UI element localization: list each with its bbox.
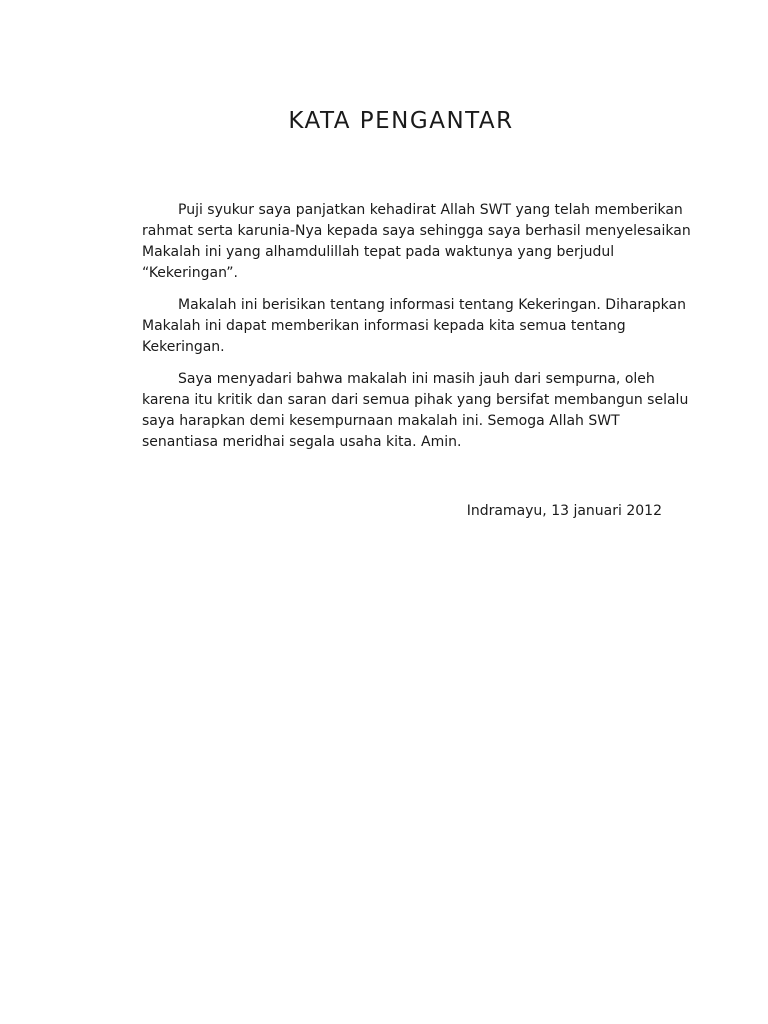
page-title: KATA PENGANTAR: [288, 108, 514, 134]
paragraph-line: Kekeringan.: [142, 339, 225, 355]
paragraph-line: senantiasa meridhai segala usaha kita. Amin.: [142, 434, 462, 450]
paragraph-2: [142, 295, 686, 358]
paragraph-line: Makalah ini yang alhamdulillah tepat pada waktunya yang berjudul: [142, 244, 615, 260]
paragraph-line: Puji syukur saya panjatkan kehadirat Allah SWT yang telah memberikan: [178, 202, 683, 218]
paragraph-line: Makalah ini dapat memberikan informasi kepada kita semua tentang: [142, 318, 626, 334]
paragraph-line: Makalah ini berisikan tentang informasi tentang Kekeringan. Diharapkan: [178, 297, 686, 313]
signature-date: Indramayu, 13 januari 2012: [466, 503, 662, 519]
paragraph-line: “Kekeringan”.: [142, 265, 238, 281]
paragraph-3: [142, 369, 689, 453]
paragraph-line: karena itu kritik dan saran dari semua pihak yang bersifat membangun selalu: [142, 392, 689, 408]
document-body: [142, 200, 691, 464]
paragraph-line: rahmat serta karunia-Nya kepada saya sehingga saya berhasil menyelesaikan: [142, 223, 691, 239]
paragraph-line: saya harapkan demi kesempurnaan makalah ini. Semoga Allah SWT: [142, 413, 620, 429]
paragraph-1: [142, 200, 691, 284]
paragraph-line: Saya menyadari bahwa makalah ini masih jauh dari sempurna, oleh: [178, 371, 655, 387]
